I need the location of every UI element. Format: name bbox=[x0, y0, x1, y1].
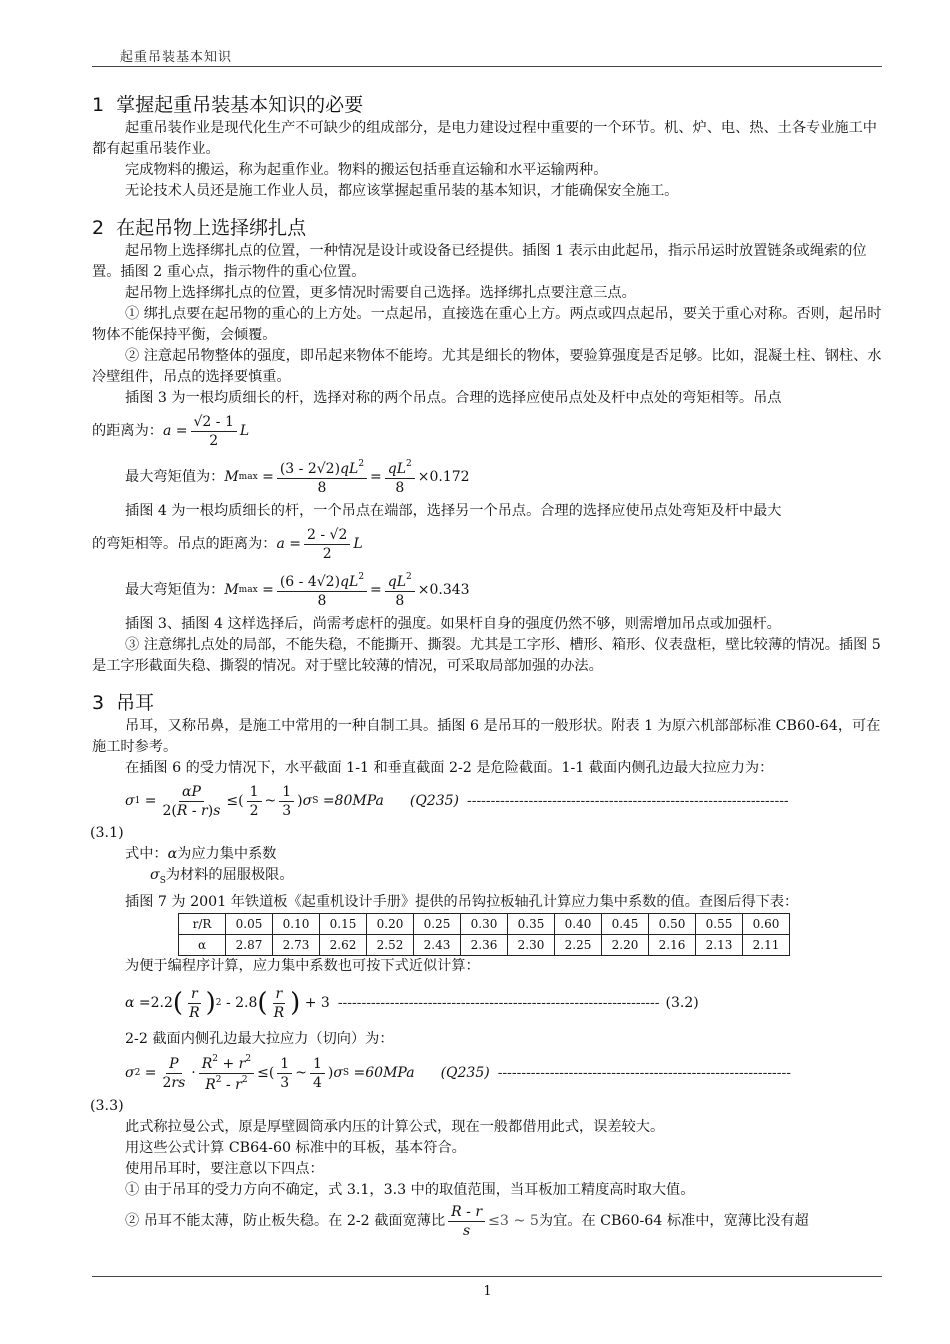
table-cell: 2.16 bbox=[649, 935, 696, 956]
header-rule bbox=[92, 66, 882, 67]
equation-number: (3.1) bbox=[90, 825, 124, 841]
paragraph: ③ 注意绑扎点处的局部，不能失稳，不能撕开、撕裂。尤其是工字形、槽形、箱形、仪表盘柜，壁比较薄的情况。插图 5 是工字形截面失稳、撕裂的情况。对于壁比较薄的情况，可采取局部加强的办法。 bbox=[92, 637, 881, 674]
paragraph: 使用吊耳时，要注意以下四点： bbox=[125, 1161, 324, 1177]
paragraph: 插图 7 为 2001 年铁道板《起重机设计手册》提供的吊钩拉板轴孔计算应力集中系数的值。查图后得下表： bbox=[125, 894, 799, 910]
equation-number: (3.3) bbox=[90, 1098, 124, 1114]
table-cell: 0.25 bbox=[414, 914, 461, 935]
section-2-heading: 2 在起吊物上选择绑扎点 bbox=[92, 217, 307, 239]
table-cell: 0.45 bbox=[602, 914, 649, 935]
table-cell: 0.05 bbox=[226, 914, 273, 935]
table-cell: 0.20 bbox=[367, 914, 414, 935]
paragraph: ① 由于吊耳的受力方向不确定，式 3.1，3.3 中的取值范围，当耳板加工精度高时取大值。 bbox=[125, 1182, 695, 1198]
paragraph: 完成物料的搬运，称为起重作业。物料的搬运包括垂直运输和水平运输两种。 bbox=[125, 162, 608, 178]
table-row bbox=[179, 935, 790, 956]
paragraph-width-thickness: ② 吊耳不能太薄，防止板失稳。在 2-2 截面宽薄比 $\frac{R - r}{s}$ ≤3 ~ 5 为宜。在 CB60-64 标准中，宽薄比没有超 bbox=[125, 1203, 809, 1239]
table-cell: 2.30 bbox=[508, 935, 555, 956]
paragraph: ② 注意起吊物整体的强度，即吊起来物体不能垮。尤其是细长的物体，要验算强度是否足够。比如，混凝土柱、钢柱、水冷壁组件，吊点的选择要慎重。 bbox=[92, 348, 882, 385]
paragraph: 起吊物上选择绑扎点的位置，更多情况时需要自己选择。选择绑扎点要注意三点。 bbox=[125, 285, 636, 301]
equation-hanging-distance-1: 的距离为： a = $\frac{√2 - 1}{2}$ L bbox=[92, 413, 250, 449]
paragraph: 起吊物上选择绑扎点的位置，一种情况是设计或设备已经提供。插图 1 表示由此起吊，指示吊运时放置链条或绳索的位置。插图 2 重心点，指示物件的重心位置。 bbox=[92, 243, 867, 280]
paragraph: 插图 3 为一根均质细长的杆，选择对称的两个吊点。合理的选择应使吊点处及杆中点处的弯矩相等。吊点 bbox=[125, 390, 782, 406]
running-header: 起重吊装基本知识 bbox=[120, 50, 233, 65]
footer-rule bbox=[92, 1276, 882, 1277]
paragraph: 在插图 6 的受力情况下，水平截面 1-1 和垂直截面 2-2 是危险截面。1-1 截面内侧孔边最大拉应力为： bbox=[125, 760, 774, 776]
equation-hanging-distance-2: 的弯矩相等。吊点的距离为： a = $\frac{2 - √2}{2}$ L bbox=[92, 526, 363, 562]
paragraph: ① 绑扎点要在起吊物的重心的上方处。一点起吊，直接选在重心上方。两点或四点起吊，要关于重心对称。否则，起吊时物体不能保持平衡，会倾覆。 bbox=[92, 306, 882, 343]
section-1-heading: 1 掌握起重吊装基本知识的必要 bbox=[92, 94, 364, 116]
table-cell: 0.50 bbox=[649, 914, 696, 935]
table-cell: 2.43 bbox=[414, 935, 461, 956]
table-cell: 0.60 bbox=[743, 914, 790, 935]
paragraph: 无论技术人员还是施工作业人员，都应该掌握起重吊装的基本知识，才能确保安全施工。 bbox=[125, 183, 679, 199]
table-cell: 2.20 bbox=[602, 935, 649, 956]
paragraph: $\sigma_S$为材料的屈服极限。 bbox=[150, 867, 294, 886]
paragraph: 2-2 截面内侧孔边最大拉应力（切向）为： bbox=[125, 1031, 394, 1047]
table-cell: 2.87 bbox=[226, 935, 273, 956]
stress-concentration-table bbox=[178, 913, 790, 956]
document-body bbox=[92, 92, 882, 1241]
section-3-heading: 3 吊耳 bbox=[92, 692, 155, 714]
paragraph: 插图 3、插图 4 这样选择后，尚需考虑杆的强度。如果杆自身的强度仍然不够，则需增加吊点或加强杆。 bbox=[125, 616, 781, 632]
equation-3-2: α =2.2 ( $\frac{r}{R}$ ) 2 - 2.8 ( $\frac{r}{R}$ ) + 3 -------------------------------------------------------------------- (3.2) bbox=[125, 985, 699, 1021]
table-cell: 0.40 bbox=[555, 914, 602, 935]
paragraph: 用这些公式计算 CB64-60 标准中的耳板，基本符合。 bbox=[125, 1140, 466, 1156]
table-cell: α bbox=[179, 935, 226, 956]
table-cell: 2.62 bbox=[320, 935, 367, 956]
equation-max-moment-1: 最大弯矩值为： M max = $\frac{(3 - 2√2)qL^2}{8}$ = $\frac{qL^2}{8}$ ×0.172 bbox=[125, 458, 470, 496]
page-number: 1 bbox=[483, 1284, 492, 1299]
table-cell: 0.15 bbox=[320, 914, 367, 935]
table-cell: r/R bbox=[179, 914, 226, 935]
table-cell: 2.52 bbox=[367, 935, 414, 956]
paragraph: 式中：α为应力集中系数 bbox=[125, 846, 277, 862]
equation-3-1: σ 1 = $\frac{\alpha P}{2(R - r)s}$ ≤( $\frac{1}{2}$ ~ $\frac{1}{3}$ ) σ S =80MPa (Q235) -------------------------------------------------------------------- bbox=[125, 783, 789, 819]
table-cell: 2.11 bbox=[743, 935, 790, 956]
table-cell: 2.25 bbox=[555, 935, 602, 956]
table-cell: 2.36 bbox=[461, 935, 508, 956]
paragraph: 此式称拉曼公式，原是厚壁圆筒承内压的计算公式，现在一般都借用此式，误差较大。 bbox=[125, 1119, 665, 1135]
table-cell: 0.30 bbox=[461, 914, 508, 935]
paragraph: 吊耳，又称吊鼻，是施工中常用的一种自制工具。插图 6 是吊耳的一般形状。附表 1 为原六机部部标准 CB60-64，可在施工时参考。 bbox=[92, 718, 881, 755]
table-cell: 2.73 bbox=[273, 935, 320, 956]
table-cell: 0.35 bbox=[508, 914, 555, 935]
table-cell: 2.13 bbox=[696, 935, 743, 956]
table-cell: 0.10 bbox=[273, 914, 320, 935]
equation-3-3: σ 2 = $\frac{P}{2rs}$ · $\frac{R^2 + r^2}{R^2 - r^2}$ ≤( $\frac{1}{3}$ ~ $\frac{1}{4}$ ) σ S =60MPa (Q235) -------------------------------------------------------------- bbox=[125, 1053, 791, 1093]
paragraph: 为便于编程序计算，应力集中系数也可按下式近似计算： bbox=[125, 958, 480, 974]
table-row bbox=[179, 914, 790, 935]
paragraph: 插图 4 为一根均质细长的杆，一个吊点在端部，选择另一个吊点。合理的选择应使吊点处弯矩及杆中最大 bbox=[125, 503, 782, 519]
table-cell: 0.55 bbox=[696, 914, 743, 935]
equation-max-moment-2: 最大弯矩值为： M max = $\frac{(6 - 4√2)qL^2}{8}$ = $\frac{qL^2}{8}$ ×0.343 bbox=[125, 571, 470, 609]
paragraph: 起重吊装作业是现代化生产不可缺少的组成部分，是电力建设过程中重要的一个环节。机、炉、电、热、土各专业施工中都有起重吊装作业。 bbox=[92, 120, 877, 157]
